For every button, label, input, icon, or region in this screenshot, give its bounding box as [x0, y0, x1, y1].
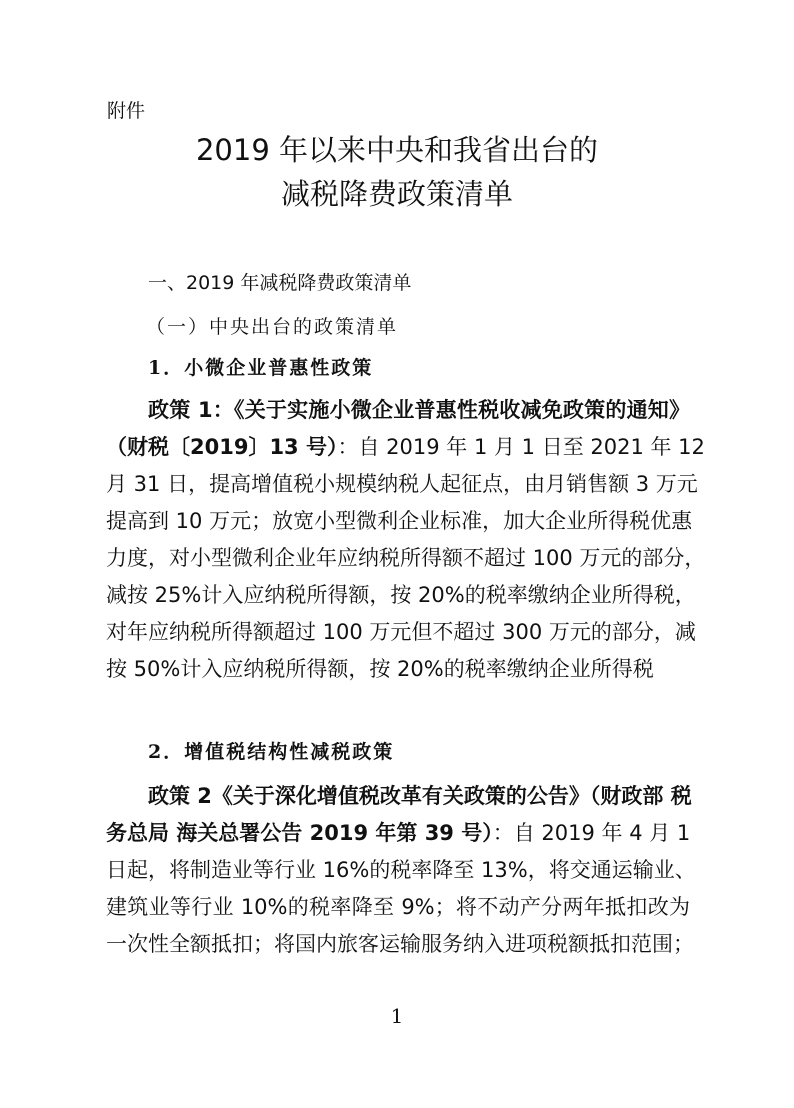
paragraph-line: 力度，对小型微利企业年应纳税所得额不超过 100 万元的部分， [106, 546, 706, 570]
paragraph-line [106, 392, 690, 429]
paragraph-line [106, 778, 690, 815]
policy-1-doc-number: （财税〔2019〕13 号） [106, 435, 338, 459]
paragraph-line [106, 429, 705, 466]
policy-2-doc-number: 务总局 海关总署公告 2019 年第 39 号） [106, 821, 493, 845]
document-title-line2: 减税降费政策清单 [280, 177, 513, 211]
paragraph-line: 提高到 10 万元；放宽小型微利企业标准，加大企业所得税优惠 [106, 509, 693, 533]
item-heading-1: 1．小微企业普惠性政策 [148, 357, 374, 379]
document-title-line1: 2019 年以来中央和我省出台的 [195, 133, 599, 167]
paragraph-line: 建筑业等行业 10%的税率降至 9%；将不动产分两年抵扣改为 [106, 895, 690, 919]
paragraph-line: 对年应纳税所得额超过 100 万元但不超过 300 万元的部分，减 [106, 620, 696, 644]
paragraph-line [106, 815, 690, 852]
paragraph-line: 日起，将制造业等行业 16%的税率降至 13%，将交通运输业、 [106, 858, 696, 882]
paragraph-line: 减按 25%计入应纳税所得额，按 20%的税率缴纳企业所得税， [106, 583, 696, 607]
policy-2-lead: 政策 2《关于深化增值税改革有关政策的公告》（财政部 税 [148, 784, 692, 808]
attachment-label: 附件 [107, 100, 146, 122]
paragraph-text: ：自 2019 年 4 月 1 [492, 821, 691, 845]
policy-2-paragraph [106, 778, 696, 963]
paragraph-line: 按 50%计入应纳税所得额，按 20%的税率缴纳企业所得税 [106, 657, 654, 681]
page-number: 1 [390, 1004, 404, 1028]
paragraph-line: 月 31 日，提高增值税小规模纳税人起征点，由月销售额 3 万元 [106, 472, 698, 496]
subsection-heading: （一）中央出台的政策清单 [146, 316, 399, 338]
section-heading: 一、2019 年减税降费政策清单 [148, 272, 412, 294]
policy-1-lead: 政策 1：《关于实施小微企业普惠性税收减免政策的通知》 [148, 398, 690, 422]
policy-1-paragraph [106, 392, 706, 688]
paragraph-line: 一次性全额抵扣；将国内旅客运输服务纳入进项税额抵扣范围； [106, 932, 694, 956]
paragraph-text: ：自 2019 年 1 月 1 日至 2021 年 12 [337, 435, 705, 459]
item-heading-2: 2．增值税结构性减税政策 [148, 741, 395, 763]
